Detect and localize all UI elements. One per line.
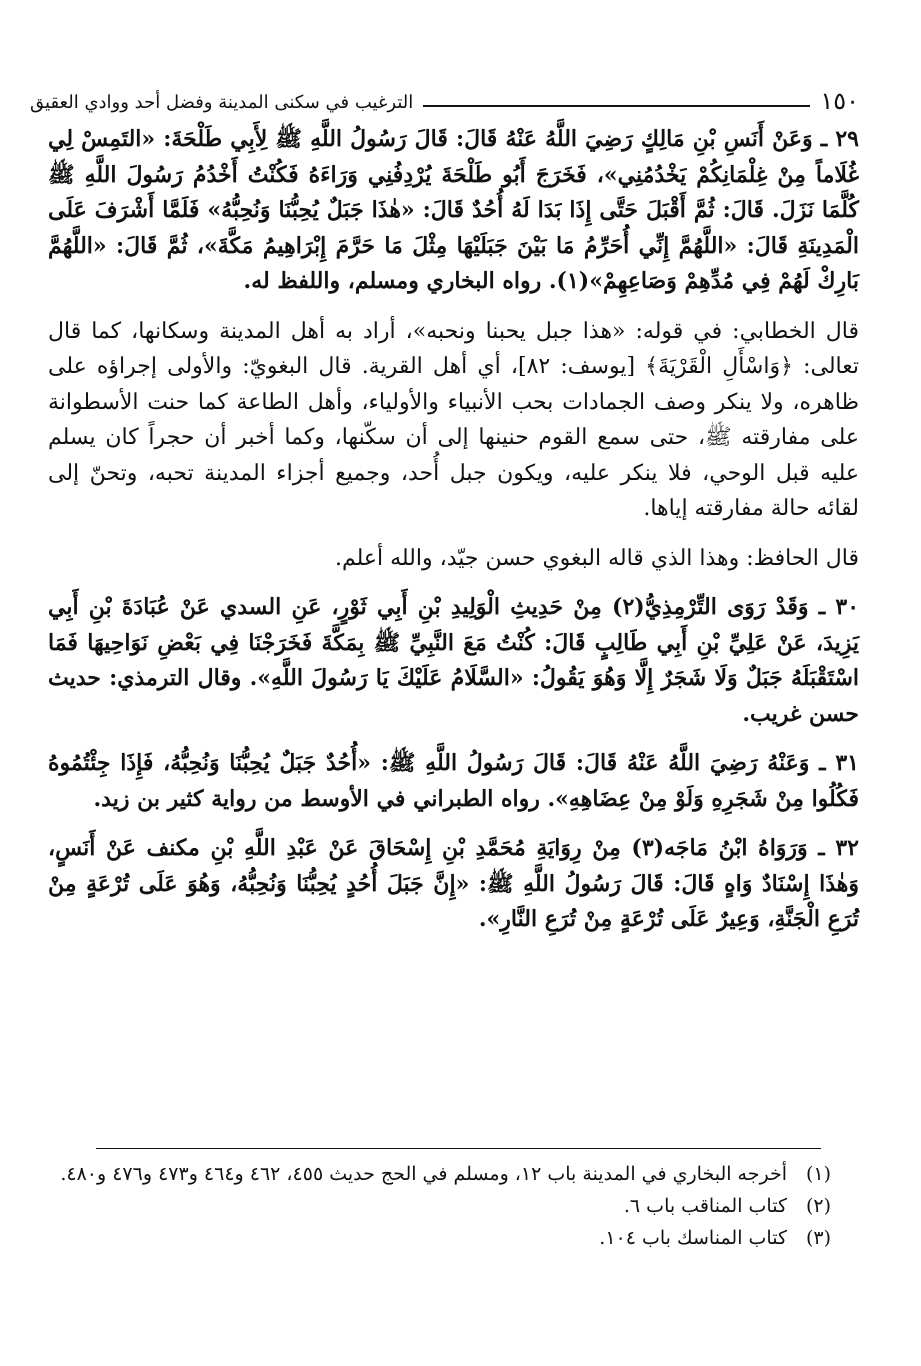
footnote-number: (١): [805, 1163, 831, 1185]
footnote-number: (٣): [805, 1227, 831, 1249]
footnote-text: كتاب المناقب باب ٦.: [623, 1195, 787, 1217]
footnote-item: [48, 1192, 831, 1220]
footnotes: [48, 1160, 831, 1256]
commentary-hafiz-paragraph: قال الحافظ: وهذا الذي قاله البغوي حسن جيّد، والله أعلم.: [334, 545, 859, 571]
main-text: [48, 122, 859, 952]
header-rule: [423, 105, 810, 107]
footnote-number: (٢): [805, 1195, 831, 1217]
hadith-32-paragraph: ٣٢ ـ وَرَوَاهُ ابْنُ مَاجَه(٣) مِنْ رِوَايَةِ مُحَمَّدِ بْنِ إِسْحَاقَ عَنْ عَبْدِ اللَّهِ بْنِ مكنف عَنْ أَنَسٍ، وَهٰذَا إِسْنَادٌ وَاهٍ قَالَ: قَالَ رَسُولُ اللَّهِ ﷺ: «إِنَّ جَبَلَ أُحُدٍ يُحِبُّنَا وَنُحِبُّهُ، وَهُوَ عَلَى تُرْعَةٍ مِنْ تُرَعِ الْجَنَّةِ، وَعِيرٌ عَلَى تُرْعَةٍ مِنْ تُرَعِ النَّارِ».: [48, 835, 859, 932]
footnote-item: [48, 1160, 831, 1188]
footnote-text: كتاب المناسك باب ١٠٤.: [599, 1227, 787, 1249]
footnote-divider: [96, 1148, 821, 1149]
footnote-text: أخرجه البخاري في المدينة باب ١٢، ومسلم في الحج حديث ٤٥٥، ٤٦٢ و٤٦٤ و٤٧٣ و٤٧٦ و٤٨٠.: [60, 1163, 787, 1185]
page-header: [30, 78, 859, 114]
hadith-29-paragraph: ٢٩ ـ وَعَنْ أَنَسِ بْنِ مَالِكٍ رَضِيَ اللَّهُ عَنْهُ قَالَ: قَالَ رَسُولُ اللَّهِ ﷺ لِأَبِي طَلْحَةَ: «التَمِسْ لِي غُلَاماً مِنْ غِلْمَانِكُمْ يَخْدُمُنِي»، فَخَرَجَ أَبُو طَلْحَةَ يُرْدِفُنِي وَرَاءَهُ فَكُنْتُ أَخْدُمُ رَسُولَ اللَّهِ ﷺ كُلَّمَا نَزَلَ. قَالَ: ثُمَّ أَقْبَلَ حَتَّى إِذَا بَدَا لَهُ أُحُدٌ قَالَ: «هٰذَا جَبَلٌ يُحِبُّنَا وَنُحِبُّهُ» فَلَمَّا أَشْرَفَ عَلَى الْمَدِينَةِ قَالَ: «اللَّهُمَّ إِنِّي أُحَرِّمُ مَا بَيْنَ جَبَلَيْهَا مِثْلَ مَا حَرَّمَ إِبْرَاهِيمُ مَكَّةَ»، ثُمَّ قَالَ: «اللَّهُمَّ بَارِكْ لَهُمْ فِي مُدِّهِمْ وَصَاعِهِمْ»(١). رواه البخاري ومسلم، واللفظ له.: [48, 126, 859, 294]
running-title: الترغيب في سكنى المدينة وفضل أحد ووادي العقيق: [30, 92, 414, 113]
commentary-khattabi-paragraph: قال الخطابي: في قوله: «هذا جبل يحبنا ونحبه»، أراد به أهل المدينة وسكانها، كما قال تعالى: ﴿وَاسْأَلِ الْقَرْيَةَ﴾ [يوسف: ٨٢]، أي أهل القرية. قال البغويّ: والأولى إجراؤه على ظاهره، ولا ينكر وصف الجمادات بحب الأنبياء والأولياء، وأهل الطاعة كما حنت الأسطوانة على مفارقته ﷺ، حتى سمع القوم حنينها إلى أن سكّنها، وكما أخبر أن حجراً كان يسلم عليه قبل الوحي، فلا ينكر عليه، ويكون جبل أُحد، وجميع أجزاء المدينة تحبه، وتحنّ إلى لقائه حالة مفارقته إياها.: [48, 318, 859, 521]
page-number: ١٥٠: [820, 87, 859, 115]
hadith-31-paragraph: ٣١ ـ وَعَنْهُ رَضِيَ اللَّهُ عَنْهُ قَالَ: قَالَ رَسُولُ اللَّهِ ﷺ: «أُحُدٌ جَبَلٌ يُحِبُّنَا وَنُحِبُّهُ، فَإِذَا جِئْتُمُوهُ فَكُلُوا مِنْ شَجَرِهِ وَلَوْ مِنْ عِضَاهِهِ». رواه الطبراني في الأوسط من رواية كثير بن زيد.: [48, 750, 859, 812]
hadith-30-paragraph: ٣٠ ـ وَقَدْ رَوَى التِّرْمِذِيُّ(٢) مِنْ حَدِيثِ الْوَلِيدِ بْنِ أَبِي ثَوْرٍ، عَنِ السدي عَنْ عُبَادَةَ بْنِ أَبِي يَزِيدَ، عَنْ عَلِيِّ بْنِ أَبِي طَالِبٍ قَالَ: كُنْتُ مَعَ النَّبِيِّ ﷺ بِمَكَّةَ فَخَرَجْنَا فِي بَعْضِ نَوَاحِيهَا فَمَا اسْتَقْبَلَهُ جَبَلٌ وَلَا شَجَرٌ إِلَّا وَهُوَ يَقُولُ: «السَّلَامُ عَلَيْكَ يَا رَسُولَ اللَّهِ». وقال الترمذي: حديث حسن غريب.: [48, 594, 860, 727]
footnote-item: [48, 1224, 831, 1252]
